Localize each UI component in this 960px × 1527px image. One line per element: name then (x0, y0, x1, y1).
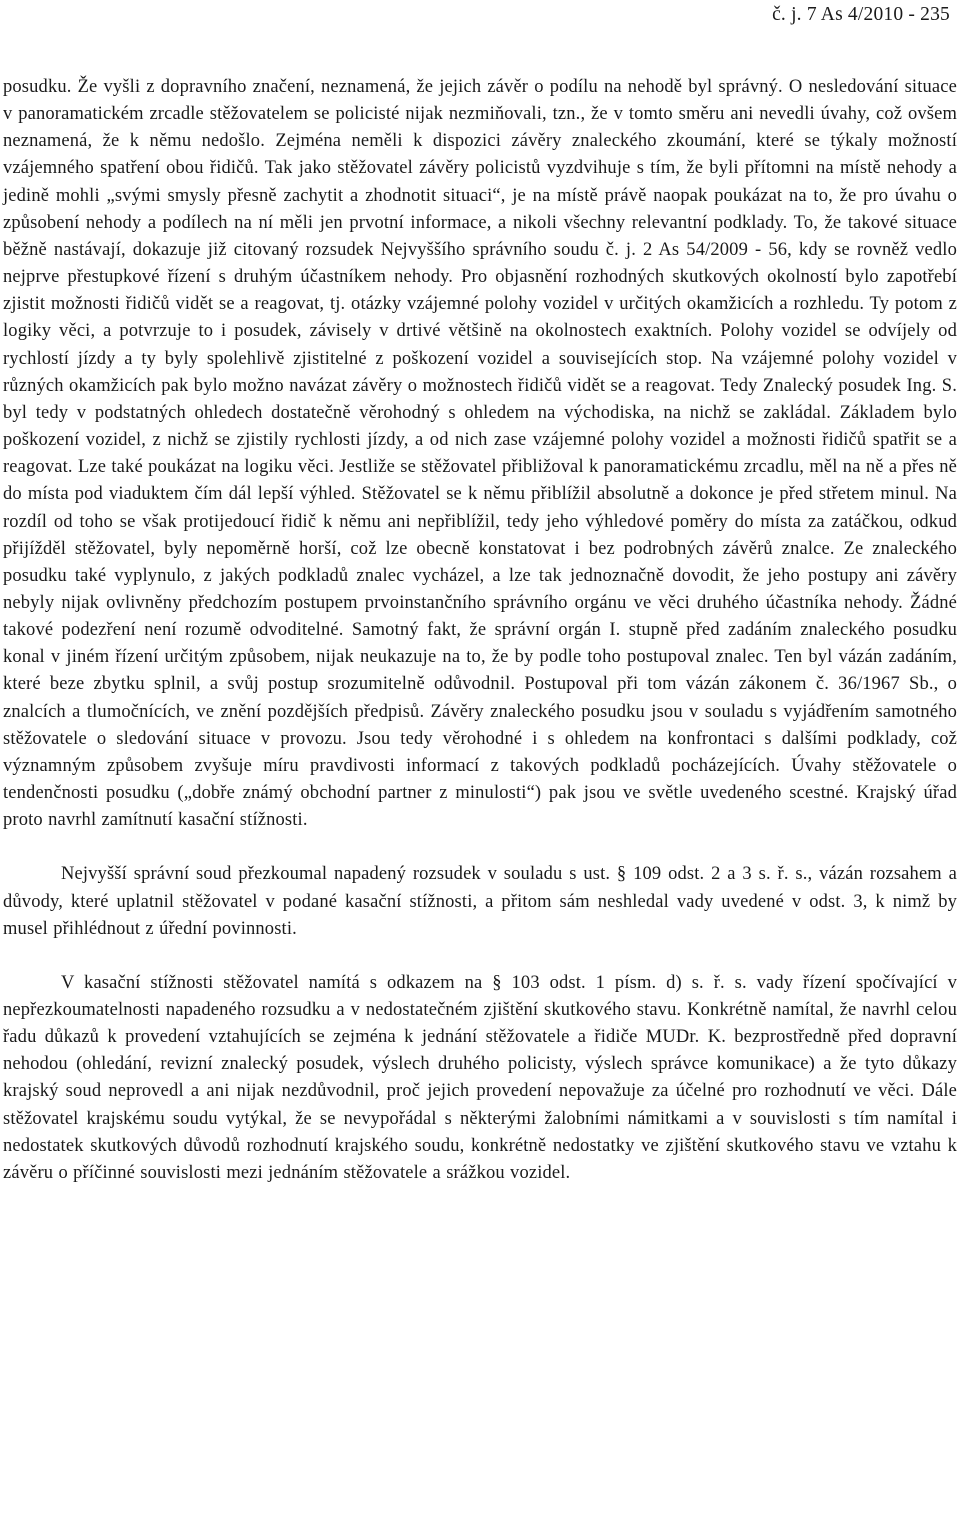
paragraph-court-review: Nejvyšší správní soud přezkoumal napadený rozsudek v souladu s ust. § 109 odst. 2 a 3 s. ř. s., vázán rozsahem a důvody, které uplatnil stěžovatel v podané kasační stížnosti, a přitom sám neshledal vady uvedené v odst. 3, k nimž by musel přihlédnout z úřední povinnosti. (3, 864, 957, 939)
paragraph-regional-office-statement: posudku. Že vyšli z dopravního značení, neznamená, že jejich závěr o podílu na nehodě byl správný. O nesledování situace v panoramatickém zrcadle stěžovatelem se policisté nijak nezmiňovali, tzn., že v tomto směru ani nevedli úvahy, což ovšem neznamená, že k němu nedošlo. Zejména neměli k dispozici závěry znaleckého zkoumání, které se týkaly možností vzájemného spatření obou řidičů. Tak jako stěžovatel závěry policistů vyzdvihuje s tím, že byli přítomni na místě nehody a jedině mohli „svými smysly přesně zachytit a zhodnotit situaci“, je na místě právě naopak poukázat na to, že pro úvahu o způsobení nehody a podílech na ní měli jen prvotní informace, a nikoli všechny relevantní podklady. To, že takové situace běžně nastávají, dokazuje již citovaný rozsudek Nejvyššího správního soudu č. j. 2 As 54/2009 - 56, kdy se rovněž vedlo nejprve přestupkové řízení s druhým účastníkem nehody. Pro objasnění rozhodných skutkových okolností bylo zapotřebí zjistit možnosti řidičů vidět se a reagovat, tj. otázky vzájemné polohy vozidel v určitých okamžicích a rozhledu. Ty potom z logiky věci, a potvrzuje to i posudek, závisely v drtivé většině na okolnostech exaktních. Polohy vozidel se odvíjely od rychlostí jízdy a ty byly spolehlivě zjistitelné z poškození vozidel a souvisejících stop. Na vzájemné polohy vozidel v různých okamžicích pak bylo možno navázat závěry o možnostech řidičů vidět se a reagovat. Tedy Znalecký posudek Ing. S. byl tedy v podstatných ohledech dostatečně věrohodný s ohledem na východiska, na nichž se zakládal. Základem bylo poškození vozidel, z nichž se zjistily rychlosti jízdy, a od nich zase vzájemné polohy vozidel a možnosti řidičů spatřit se a reagovat. Lze také poukázat na logiku věci. Jestliže se stěžovatel přibližoval k panoramatickému zrcadlu, měl na ně a přes ně do místa pod viaduktem čím dál lepší výhled. Stěžovatel se k němu přiblížil absolutně a dokonce je před střetem minul. Na rozdíl od toho se však protijedoucí řidič k němu ani nepřiblížil, tedy jeho výhledové poměry do místa za zatáčkou, odkud přijížděl stěžovatel, byly nepoměrně horší, což lze obecně konstatovat i bez podrobných závěrů znalce. Ze znaleckého posudku také vyplynulo, z jakých podkladů znalec vycházel, a lze tak jednoznačně dovodit, že jeho postupy ani závěry nebyly nijak ovlivněny předchozím postupem prvoinstančního správního orgánu ve věci druhého účastníka nehody. Žádné takové podezření není rozumě odvoditelné. Samotný fakt, že správní orgán I. stupně před zadáním znaleckého posudku konal v jiném řízení určitým způsobem, nijak neukazuje na to, že by podle toho postupoval znalec. Ten byl vázán zadáním, které beze zbytku splnil, a svůj postup srozumitelně odůvodnil. Postupoval při tom vázán zákonem č. 36/1967 Sb., o znalcích a tlumočnících, ve znění pozdějších předpisů. Závěry znaleckého posudku jsou v souladu s vyjádřením samotného stěžovatele o sledování situace v provozu. Jsou tedy věrohodné i s ohledem na konfrontaci s dalšími podklady, což významným způsobem zvyšuje míru pravdivosti informací z takových podkladů pocházejících. Úvahy stěžovatele o tendenčnosti posudku („dobře známý obchodní partner z minulosti“) pak jsou ve světle uvedeného scestné. Krajský úřad proto navrhl zamítnutí kasační stížnosti. (3, 77, 957, 831)
paragraph-cassation-complaint: V kasační stížnosti stěžovatel namítá s odkazem na § 103 odst. 1 písm. d) s. ř. s. vady řízení spočívající v nepřezkoumatelnosti napadeného rozsudku a v nedostatečném zjištění skutkového stavu. Konkrétně namítal, že navrhl celou řadu důkazů k provedení vztahujících se zejména k jednání stěžovatele a řidiče MUDr. K. bezprostředně před dopravní nehodou (ohledání, revizní znalecký posudek, výslech druhého policisty, výslech správce komunikace) a že tyto důkazy krajský soud neprovedl a ani nijak nezdůvodnil, proč jejich provedení nepovažuje za účelné pro rozhodnutí ve věci. Dále stěžovatel krajskému soudu vytýkal, že se nevypořádal s některými žalobními námitkami a v souvislosti s tím namítal i nedostatek skutkových důvodů rozhodnutí krajského soudu, konkrétně nedostatky ve zjištění skutkového stavu ve vztahu k závěru o příčinné souvislosti mezi jednáním stěžovatele a srážkou vozidel. (3, 972, 957, 1183)
document-body (3, 74, 957, 1187)
case-number-header: č. j. 7 As 4/2010 - 235 (772, 4, 950, 25)
